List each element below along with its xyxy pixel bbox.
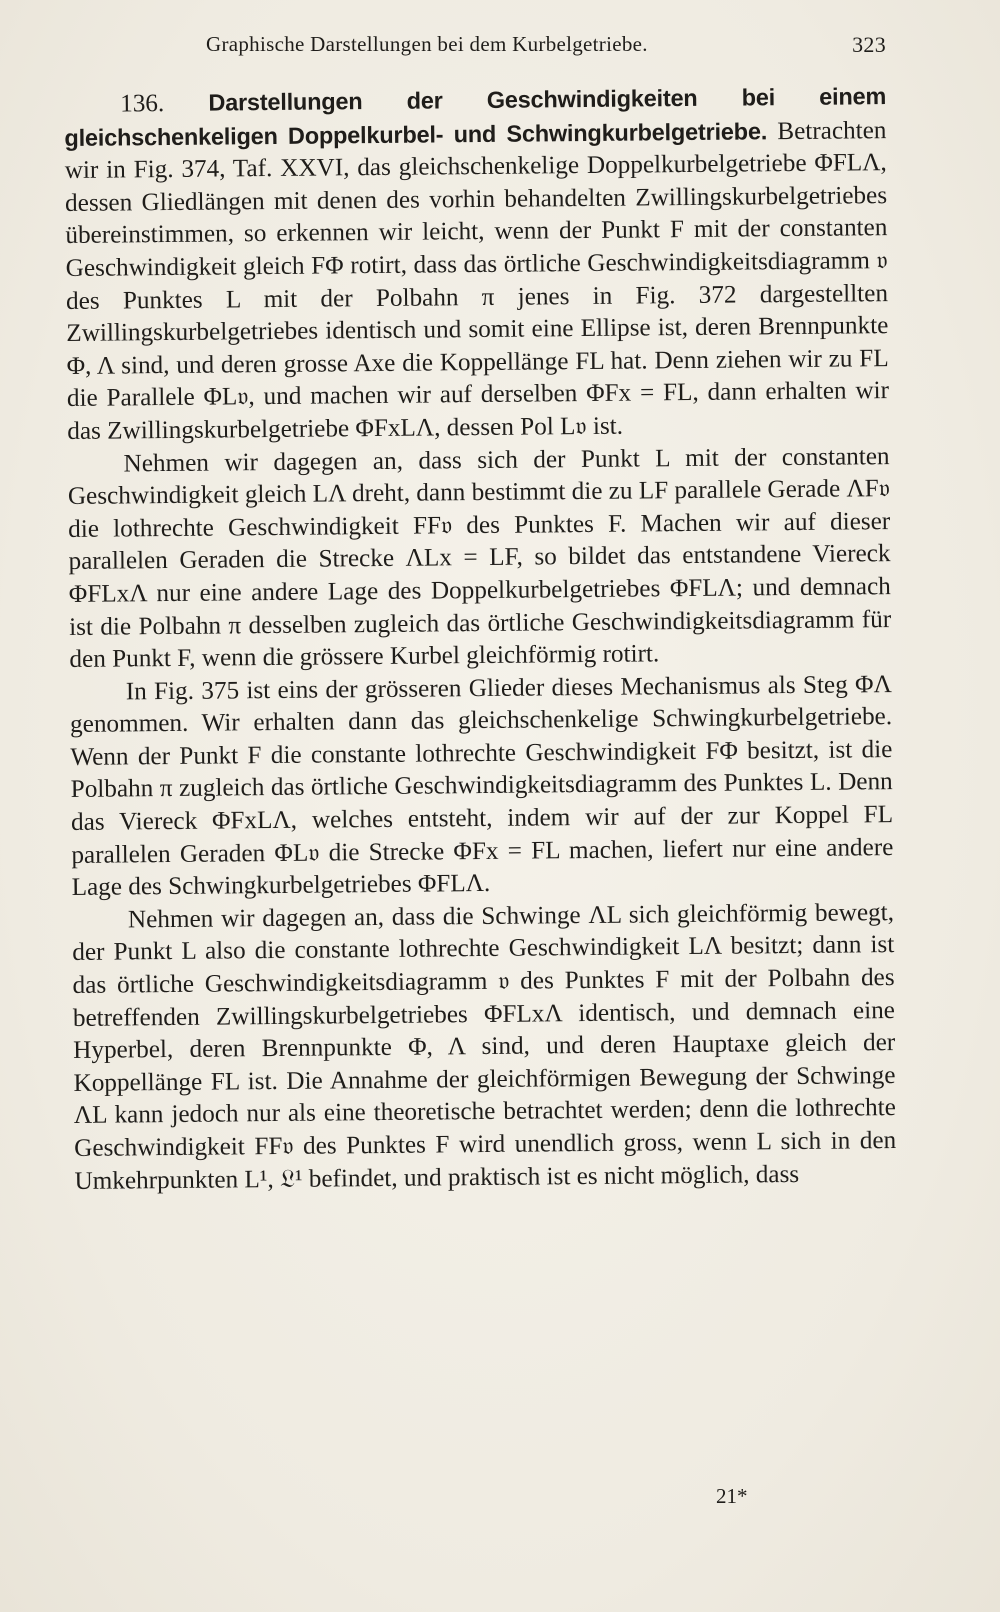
section-heading: Darstellungen der Geschwindigkeiten bei einem gleichschenkeligen Doppelkurbel- und Schwingkurbelgetriebe. xyxy=(64,83,887,151)
paragraph: Nehmen wir dagegen an, dass sich der Punkt L mit der constanten Geschwindigkeit gleich LΛ dreht, dann bestimmt die zu LF parallele Gerade ΛF𝔳 die lothrechte Geschwindigkeit FF𝔳 des Punktes F. Machen wir auf dieser parallelen Geraden die Strecke ΛLx = LF, so bildet das entstandene Viereck ΦFLxΛ nur eine andere Lage des Doppelkurbelgetriebes ΦFLΛ; und demnach ist die Polbahn π desselben zugleich das örtliche Geschwindigkeitsdiagramm für den Punkt F, wenn die grössere Kurbel gleichförmig rotirt. xyxy=(67,442,892,674)
signature-mark: 21* xyxy=(716,1484,748,1508)
paragraph: Nehmen wir dagegen an, dass die Schwinge ΛL sich gleichförmig bewegt, der Punkt L also die constante lothrechte Geschwindigkeit LΛ besitzt; dann ist das örtliche Geschwindigkeitsdiagramm 𝔳 des Punktes F mit der Polbahn des betreffenden Zwillingskurbelgetriebes ΦFLxΛ identisch, und demnach eine Hyperbel, deren Brennpunkte Φ, Λ sind, und deren Hauptaxe gleich der Koppellänge FL ist. Die Annahme der gleichförmigen Bewegung der Schwinge ΛL kann jedoch nur als eine theoretische betrachtet werden; denn die lothrechte Geschwindigkeit FF𝔳 des Punktes F wird unendlich gross, wenn L sich in den Umkehrpunkten L¹, 𝔏¹ befindet, und praktisch ist es nicht möglich, dass xyxy=(72,898,897,1195)
page-number: 323 xyxy=(852,32,886,57)
running-title: Graphische Darstellungen bei dem Kurbelgetriebe. xyxy=(206,32,648,56)
section-number: 136. xyxy=(120,90,165,118)
section-intro-text: Betrachten wir in Fig. 374, Taf. XXVI, das gleichschenkelige Doppelkurbelgetriebe ΦFLΛ, dessen Gliedlängen mit denen des vorhin behandelten Zwillingskurbelgetriebes übereinstimmen, so erkennen wir leicht, wenn der Punkt F mit der constanten Geschwindigkeit gleich FΦ rotirt, dass das örtliche Geschwindigkeitsdiagramm 𝔳 des Punktes L mit der Polbahn π jenes in Fig. 372 dargestellten Zwillingskurbelgetriebes identisch und somit eine Ellipse ist, deren Brennpunkte Φ, Λ sind, und deren grosse Axe die Koppellänge FL hat. Denn ziehen wir zu FL die Parallele ΦL𝔳, und machen wir auf derselben ΦFx = FL, dann erhalten wir das Zwillingskurbelgetriebe ΦFxLΛ, dessen Pol L𝔳 ist. xyxy=(64,116,890,445)
body-text xyxy=(64,80,897,1198)
running-header xyxy=(206,32,886,62)
section-paragraph xyxy=(64,80,889,448)
paragraph: In Fig. 375 ist eins der grösseren Glieder dieses Mechanismus als Steg ΦΛ genommen. Wir erhalten dann das gleichschenkelige Schwingkurbelgetriebe. Wenn der Punkt F die constante lothrechte Geschwindigkeit FΦ besitzt, ist die Polbahn π zugleich das örtliche Geschwindigkeitsdiagramm des Punktes L. Denn das Viereck ΦFxLΛ, welches entsteht, indem wir auf der zur Koppel FL parallelen Geraden ΦL𝔳 die Strecke ΦFx = FL machen, liefert nur eine andere Lage des Schwingkurbelgetriebes ΦFLΛ. xyxy=(69,670,894,902)
